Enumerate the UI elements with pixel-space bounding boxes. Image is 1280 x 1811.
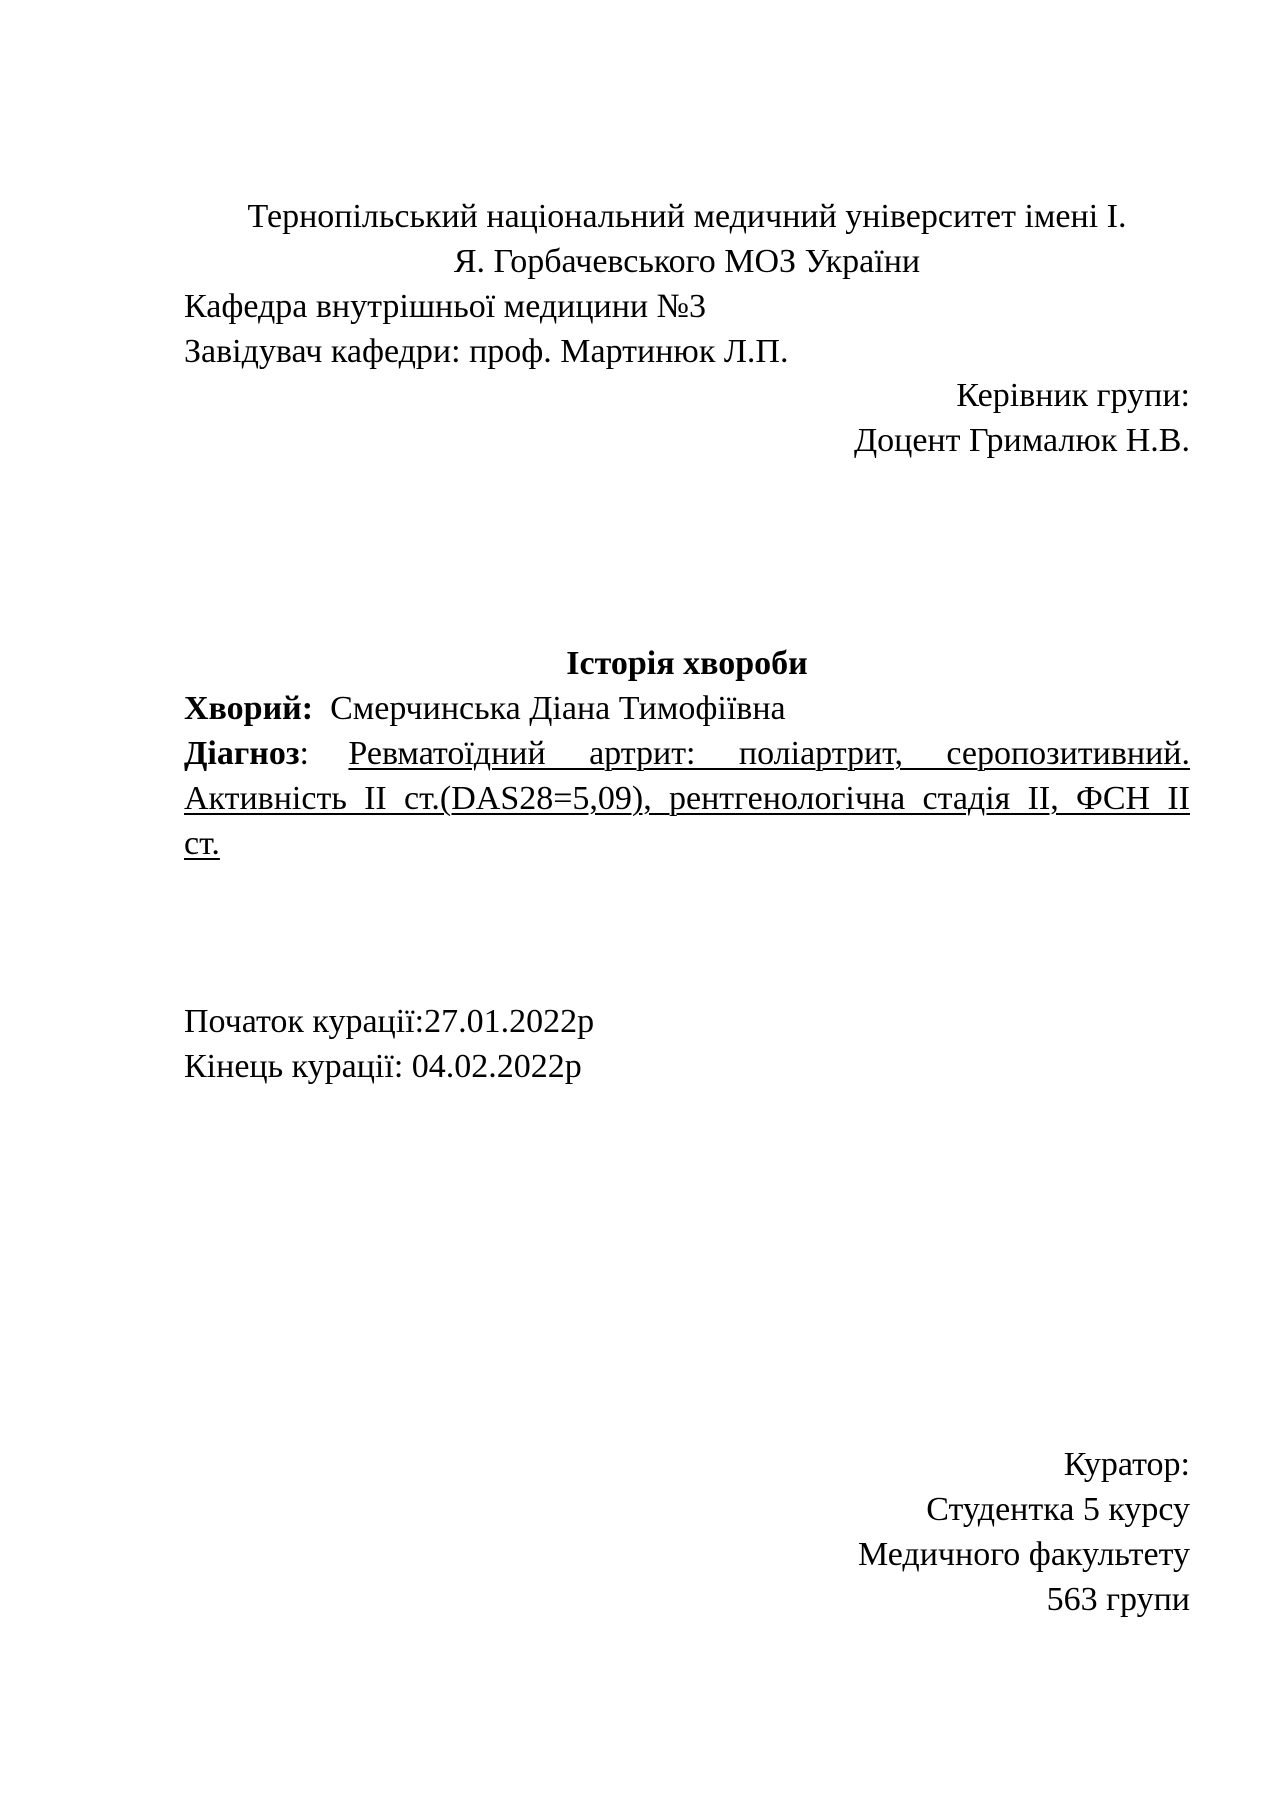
university-line-1: Тернопільський національний медичний університет імені І.	[247, 198, 1127, 235]
university-header	[184, 194, 1190, 284]
head-of-department-line	[184, 329, 1190, 374]
patient-line	[184, 686, 1190, 731]
supervisor-block	[184, 373, 1190, 463]
department-line	[184, 284, 1190, 329]
supervisor-name: Доцент Грималюк Н.В.	[853, 422, 1190, 459]
curator-line-1: Студентка 5 курсу	[926, 1491, 1190, 1528]
diagnosis-text: Ревматоїдний артрит: поліартрит, серопозитивний. Активність ІІ ст.(DAS28=5,09), рентгенологічна стадія ІІ, ФСН ІІ ст.	[184, 735, 1190, 862]
curator-line-2: Медичного факультету	[857, 1536, 1190, 1573]
curator-line-3: 563 групи	[1046, 1581, 1190, 1618]
supervisor-label: Керівник групи:	[956, 377, 1190, 414]
diagnosis-paragraph	[184, 731, 1190, 866]
curator-label: Куратор:	[1063, 1446, 1190, 1483]
university-line-2: Я. Горбачевського МОЗ України	[453, 243, 921, 280]
department-name: Кафедра внутрішньої медицини №3	[184, 288, 707, 325]
patient-name: Смерчинська Діана Тимофіївна	[330, 690, 786, 727]
document-title	[184, 641, 1190, 686]
curator-block	[184, 1442, 1190, 1622]
head-of-department: Завідувач кафедри: проф. Мартинюк Л.П.	[184, 333, 789, 370]
curation-start: Початок курації:27.01.2022р	[184, 1003, 595, 1040]
page-title: Історія хвороби	[566, 645, 808, 682]
diagnosis-colon: :	[299, 735, 309, 772]
diagnosis-label: Діагноз	[184, 735, 300, 772]
patient-label: Хворий:	[184, 690, 314, 727]
curation-end: Кінець курації: 04.02.2022р	[184, 1048, 582, 1085]
curation-dates	[184, 999, 1190, 1089]
